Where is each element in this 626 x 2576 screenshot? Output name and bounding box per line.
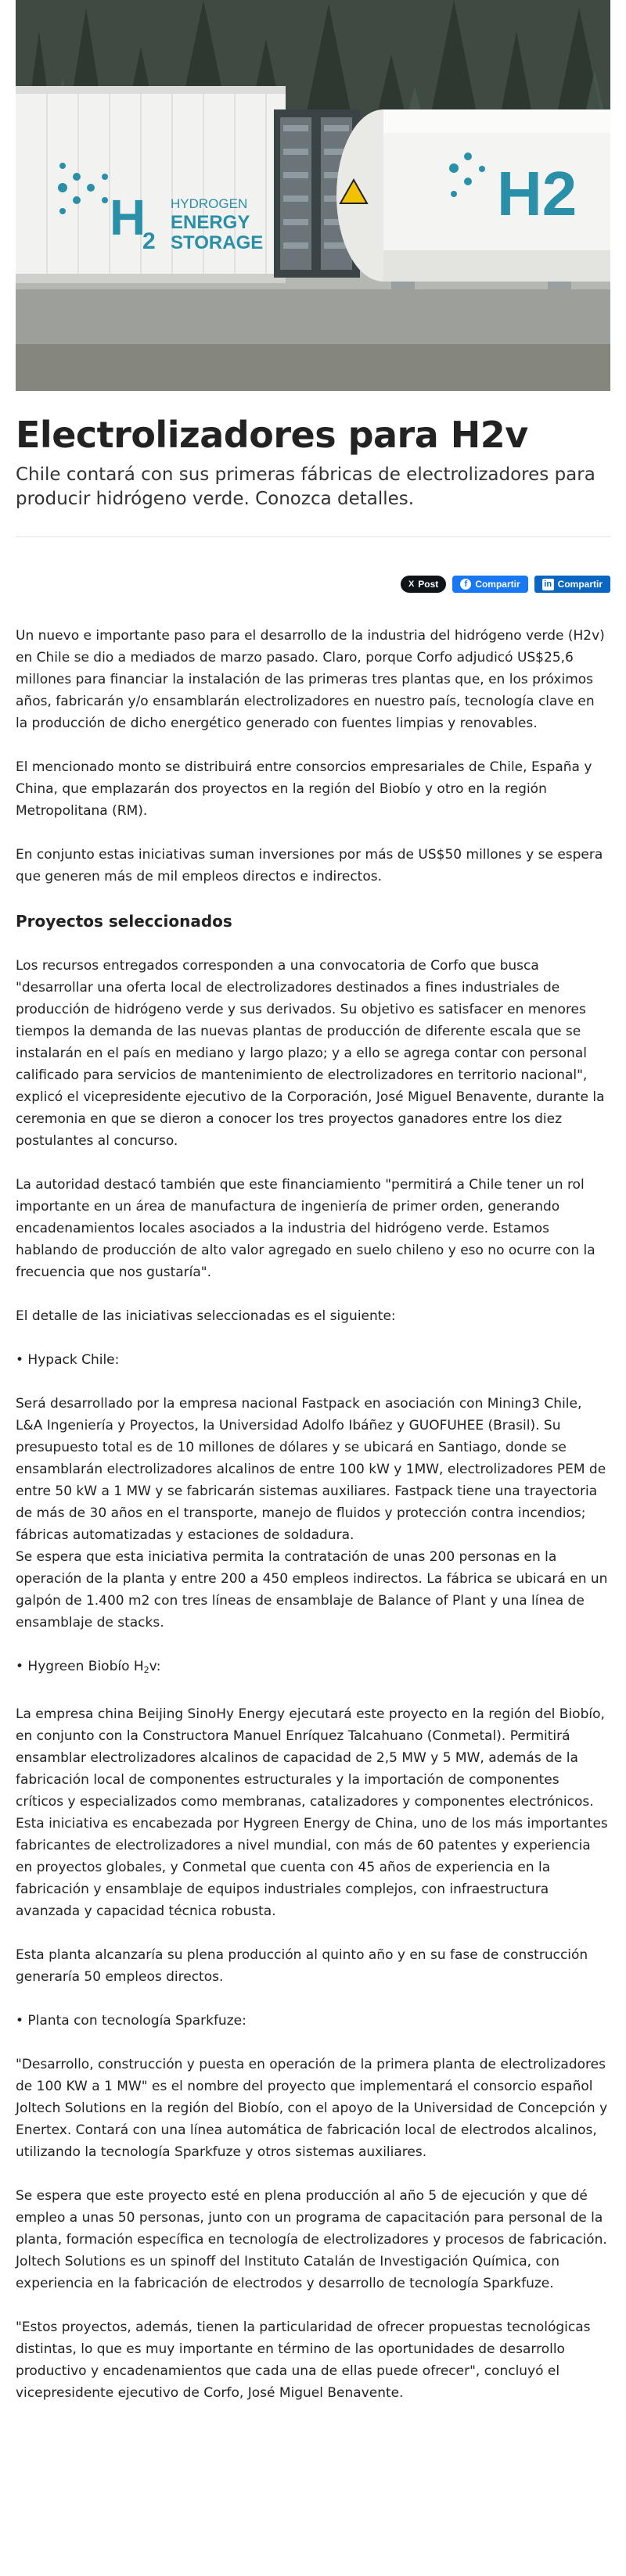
divider (16, 536, 610, 537)
share-facebook-button[interactable] (452, 576, 527, 593)
bullet-hygreen-subscript: 2 (143, 1665, 149, 1675)
share-linkedin-button[interactable] (534, 576, 610, 593)
paragraph-distribution: El mencionado monto se distribuirá entre consorcios empresariales de Chile, España y China, que emplazarán dos proyectos en la región del Biobío y otro en la región Metropolitana (RM). (16, 759, 592, 819)
section-heading-projects: Proyectos seleccionados (16, 912, 232, 931)
paragraph-authority: La autoridad destacó también que este financiamiento "permitirá a Chile tener un rol importante en un área de manufactura de ingeniería de primer orden, generando encadenamientos locales asociados a la industria del hidrógeno verde. Estamos hablando de producción de alto valor agregado en suelo chileno y eso no ocurre con la frecuencia que nos gustaría". (16, 1177, 595, 1280)
bullet-sparkfuze-plant: • Planta con tecnología Sparkfuze: (16, 2013, 246, 2029)
paragraph-hypack-employment: Se espera que esta iniciativa permita la contratación de unas 200 personas en la operación de la planta y entre 200 a 450 empleos indirectos. La fábrica se ubicará en un galpón de 1.400 m2 con tres líneas de ensamblaje de Balance of Plant y una línea de ensamblaje de stacks. (16, 1549, 608, 1631)
article-subtitle: Chile contará con sus primeras fábricas de electrolizadores para producir hidrógeno verde. Conozca detalles. (16, 465, 595, 509)
share-linkedin-label: Compartir (557, 579, 603, 590)
paragraph-hygreen-description: La empresa china Beijing SinoHy Energy ejecutará este proyecto en la región del Biobío, en conjunto con la Constructora Manuel Enríquez Talcahuano (Conmetal). Permitirá ensamblar electrolizadores alcalinos de capacidad de 2,5 MW y 5 MW, además de la fabricación local de componentes estructurales y la importación de componentes críticos y especializados como membranas, catalizadores y componentes electrónicos. Esta iniciativa es encabezada por Hygreen Energy de China, uno de los más importantes fabricantes de electrolizadores a nivel mundial, con más de 60 patentes y experiencia en proyectos globales, y Conmetal que cuenta con 45 años de experiencia en la fabricación y ensamblaje de equipos industriales complejos, con infraestructura avanzada y capacidad técnica robusta. (16, 1706, 608, 1919)
bullet-hygreen-prefix: • Hygreen Biobío H (16, 1659, 144, 1674)
x-logo-icon: X (408, 579, 415, 589)
paragraph-hypack-description: Será desarrollado por la empresa nacional Fastpack en asociación con Mining3 Chile, L&A Ingeniería y Proyectos, la Universidad Adolfo Ibáñez y GUOFUHEE (Brasil). Su presupuesto total es de 10 millones de dólares y se ubicará en Santiago, donde se ensamblarán electrolizadores alcalinos de entre 100 kW y 1MW, electrolizadores PEM de entre 50 kW a 1 MW y se fabricarán sistemas auxiliares. Fastpack tiene una trayectoria de más de 30 años en el transporte, manejo de fluidos y protección contra incendios; fábricas automatizadas y estaciones de soldadura. (16, 1396, 606, 1543)
linkedin-icon: in (542, 579, 554, 590)
paragraph-investment: En conjunto estas iniciativas suman inversiones por más de US$50 millones y se espera que generen más de mil empleos directos e indirectos. (16, 847, 603, 884)
share-facebook-label: Compartir (475, 579, 520, 590)
hero-container-line-2: ENERGY (171, 212, 250, 233)
bullet-hygreen-biobio (16, 1656, 610, 1681)
hero-tank-label: H2 (497, 159, 577, 228)
paragraph-call: Los recursos entregados corresponden a una convocatoria de Corfo que busca "desarrollar una oferta local de electrolizadores destinados a fines industriales de producción de hidrógeno verde y sus derivados. Su objetivo es satisfacer en menores tiempos la demanda de las nuevas plantas de producción de diferente escala que se instalarán en el país en mediano y largo plazo; y a ello se agrega contar con personal calificado para servicios de mantenimiento de electrolizadores en territorio nacional", explicó el vicepresidente ejecutivo de la Corporación, José Miguel Benavente, durante la ceremonia en que se dieron a conocer los tres proyectos ganadores entre los diez postulantes al concurso. (16, 958, 605, 1149)
hero-image (16, 0, 610, 391)
hydrogen-storage-illustration (16, 0, 610, 391)
hero-container-line-1: HYDROGEN (171, 196, 248, 211)
hero-logo-h: H (110, 189, 146, 246)
paragraph-closing-quote: "Estos proyectos, además, tienen la particularidad de ofrecer propuestas tecnológicas distintas, lo que es muy importante en término de las oportunidades de desarrollo productivo y encadenamientos que cada una de ellas puede ofrecer", concluyó el vicepresidente ejecutivo de Corfo, José Miguel Benavente. (16, 2319, 591, 2401)
bullet-hygreen-suffix: v: (149, 1659, 161, 1674)
article-title: Electrolizadores para H2v (16, 414, 528, 456)
paragraph-intro: Un nuevo e importante paso para el desarrollo de la industria del hidrógeno verde (H2v) en Chile se dio a mediados de marzo pasado. Claro, porque Corfo adjudicó US$25,6 millones para financiar la instalación de las primeras tres plantas que, en los próximos años, fabricarán y/o ensamblarán electrolizadores en nuestro país, tecnología clave en la producción de dicho energético generado con fuentes limpias y renovables. (16, 628, 605, 731)
hero-logo-subscript: 2 (142, 228, 156, 254)
share-x-button[interactable] (401, 576, 446, 593)
article-body (16, 625, 610, 2426)
facebook-icon: f (460, 579, 471, 590)
paragraph-detail-intro: El detalle de las iniciativas seleccionadas es el siguiente: (16, 1308, 396, 1324)
paragraph-hygreen-production: Esta planta alcanzaría su plena producción al quinto año y en su fase de construcción generaría 50 empleos directos. (16, 1947, 588, 1985)
paragraph-sparkfuze-employment: Se espera que este proyecto esté en plena producción al año 5 de ejecución y que dé empleo a unas 50 personas, junto con un programa de capacitación para personal de la planta, formación específica en tecnología de electrolizadores y procesos de fabricación. Joltech Solutions es un spinoff del Instituto Catalán de Investigación Química, con experiencia en la fabricación de electrodos y desarrollo de tecnología Sparkfuze. (16, 2188, 607, 2291)
share-x-label: Post (418, 579, 439, 590)
hero-container-line-3: STORAGE (171, 232, 264, 253)
share-bar (16, 575, 610, 594)
bullet-hypack-chile: • Hypack Chile: (16, 1352, 120, 1368)
paragraph-sparkfuze-description: "Desarrollo, construcción y puesta en operación de la primera planta de electrolizadores de 100 KW a 1 MW" es el nombre del proyecto que implementará el consorcio español Joltech Solutions en la región del Biobío, con el apoyo de la Universidad de Concepción y Enertex. Contará con una línea automática de fabricación local de electrodos alcalinos, utilizando la tecnología Sparkfuze y otros sistemas auxiliares. (16, 2057, 608, 2160)
